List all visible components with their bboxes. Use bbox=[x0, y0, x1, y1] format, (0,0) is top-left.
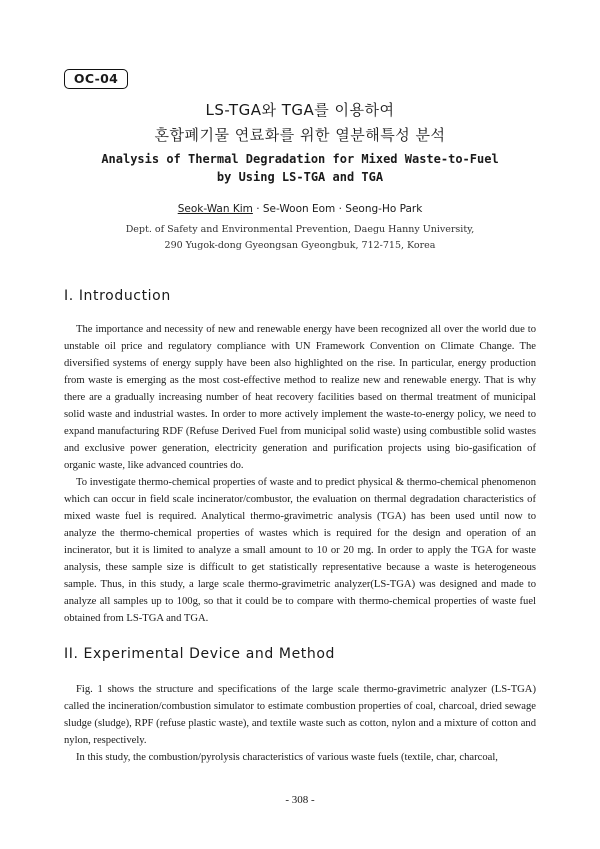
experimental-paragraph-1: Fig. 1 shows the structure and specifications of the large scale thermo-gravimetric analyzer (LS-TGA) called the incineration/combustion simulator to estimate combustion properties of coal, charcoal, dried sewage sludge (sludge), RPF (refuse plastic waste), and textile waste such as cotton, nylon and a mixture of cotton and nylon, respectively. bbox=[64, 684, 536, 746]
page-number: - 308 - bbox=[285, 794, 315, 806]
english-title-line-1: Analysis of Thermal Degradation for Mixed Waste-to-Fuel bbox=[101, 152, 499, 166]
affiliation-line-1: Dept. of Safety and Environmental Prevention, Daegu Hanny University, bbox=[125, 224, 475, 235]
session-code-badge: OC-04 bbox=[64, 69, 128, 89]
introduction-paragraph-2: To investigate thermo-chemical properties of waste and to predict physical & thermo-chemical phenomenon which can occur in field scale incinerator/combustor, the evaluation on thermal degradation characteristics of mixed waste fuel is required. Analytical thermo-gravimetric analysis (TGA) has been used until now to analyze the thermo-chemical properties of wastes which is required for the design and operation of an incinerator, but it is limited to analyze a small amount to 10 or 20 mg. In order to apply the TGA for waste analysis, these sample size is difficult to get statistically representative because a waste is heterogeneous sample. Thus, in this study, a large scale thermo-gravimetric analyzer(LS-TGA) was designed and made to analyze all samples up to 100g, so that it could be to compare with thermo-chemical properties of waste fuel obtained from LS-TGA and TGA. bbox=[64, 477, 536, 624]
introduction-paragraph-1: The importance and necessity of new and renewable energy have been recognized all over the world due to unstable oil price and regulatory compliance with UN Framework Convention on Climate Change. The diversified systems of energy supply have been also highlighted on the rise. In particular, energy production from waste is emerging as the most cost-effective method to realize new and renewable energy. That is why there are a gradually increasing number of heat recovery facilities based on thermal treatment of municipal solid waste and industrial wastes. In order to more actively implement the waste-to-energy policy, we need to expand manufacturing RDF (Refuse Derived Fuel from municipal solid waste) using combustible solid wastes and exclusive power generation, electricity generation and purification projects using bio-gasification of organic waste, like advanced countries do. bbox=[64, 324, 536, 471]
author-list bbox=[0, 203, 600, 215]
affiliation-line-2: 290 Yugok-dong Gyeongsan Gyeongbuk, 712-715, Korea bbox=[164, 240, 436, 251]
co-authors: · Se-Woon Eom · Seong-Ho Park bbox=[252, 203, 423, 215]
experimental-paragraph-2: In this study, the combustion/pyrolysis characteristics of various waste fuels (textile, char, charcoal, bbox=[76, 752, 498, 763]
korean-title-line-2: 혼합폐기물 연료화를 위한 열분해특성 분석 bbox=[154, 126, 446, 144]
korean-title-line-1: LS-TGA와 TGA를 이용하여 bbox=[205, 101, 395, 119]
english-title-line-2: by Using LS-TGA and TGA bbox=[216, 170, 384, 184]
section-heading-introduction: I. Introduction bbox=[64, 288, 171, 304]
section-heading-experimental: II. Experimental Device and Method bbox=[64, 646, 335, 662]
first-author: Seok-Wan Kim bbox=[177, 203, 253, 215]
